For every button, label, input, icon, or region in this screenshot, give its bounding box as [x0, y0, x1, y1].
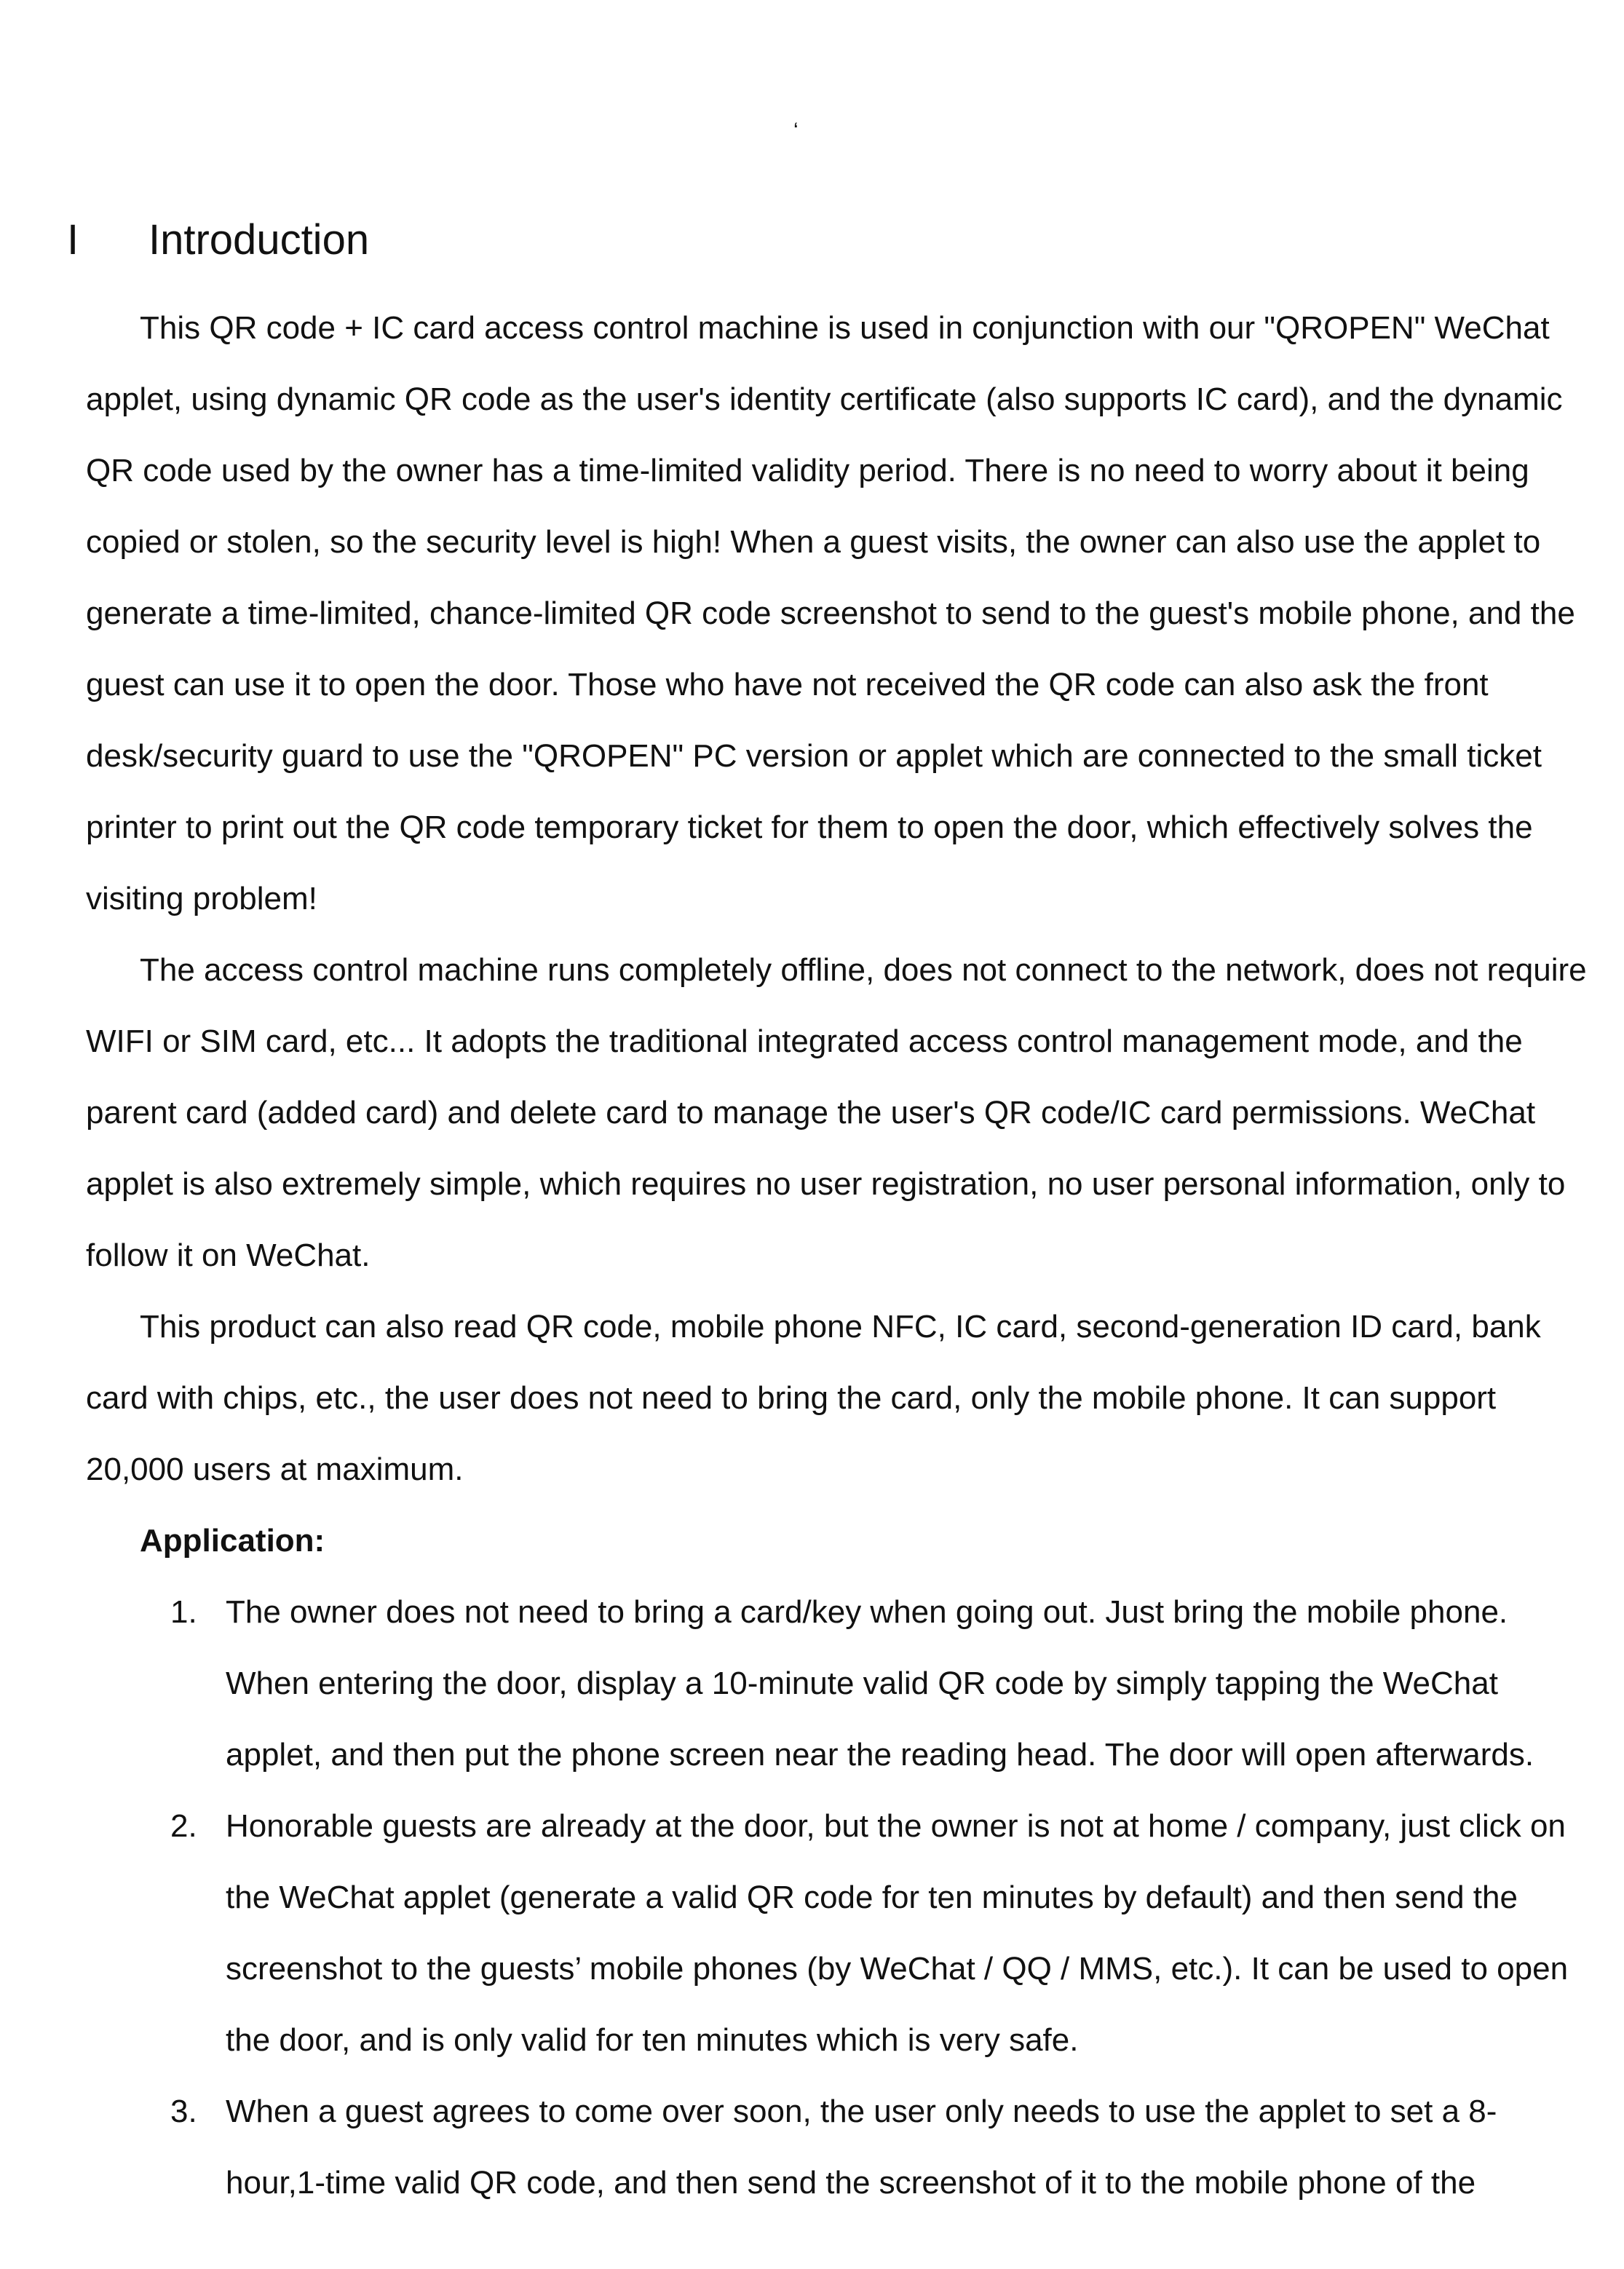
paragraph-capabilities: This product can also read QR code, mobile phone NFC, IC card, second-generation ID card, bank card with chips, etc., the user does not need to bring the card, only the mobile phone. It can support 20,000 users at maximum. [86, 1309, 1541, 1487]
list-item-text: Honorable guests are already at the door, but the owner is not at home / company, just click on the WeChat applet (generate a valid QR code for ten minutes by default) and then send the screenshot to the guests’ mobile phones (by WeChat / QQ / MMS, etc.). It can be used to open the door, and is only valid for ten minutes which is very safe. [226, 1808, 1569, 2058]
paragraph-offline: The access control machine runs completely offline, does not connect to the network, does not require WIFI or SIM card, etc... It adopts the traditional integrated access control management mode, and the parent card (added card) and delete card to manage the user's QR code/IC card permissions. WeChat applet is also extremely simple, which requires no user registration, no user personal information, only to follow it on WeChat. [86, 952, 1587, 1273]
list-item-number: 3. [170, 2094, 197, 2129]
header-mark: ‘ [793, 119, 799, 143]
paragraph-intro: This QR code + IC card access control machine is used in conjunction with our "QROPEN" WeChat applet, using dynamic QR code as the user's identity certificate (also supports IC card), and the dynamic QR code used by the owner has a time-limited validity period. There is no need to worry about it being copied or stolen, so the security level is high! When a guest visits, the owner can also use the applet to generate a time-limited, chance-limited QR code screenshot to send to the guest's mobile phone, and the guest can use it to open the door. Those who have not received the QR code can also ask the front desk/security guard to use the "QROPEN" PC version or applet which are connected to the small ticket printer to print out the QR code temporary ticket for them to open the door, which effectively solves the visiting problem! [86, 310, 1575, 916]
list-item [86, 1577, 1594, 1791]
section-title: Introduction [148, 216, 370, 264]
list-item [86, 2076, 1594, 2219]
application-heading: Application: [140, 1523, 325, 1559]
list-item-text: When a guest agrees to come over soon, the user only needs to use the applet to set a 8-hour,1-time valid QR code, and then send the screenshot of it to the mobile phone of the [226, 2094, 1497, 2201]
list-item-text: The owner does not need to bring a card/key when going out. Just bring the mobile phone. When entering the door, display a 10-minute valid QR code by simply tapping the WeChat applet, and then put the phone screen near the reading head. The door will open afterwards. [226, 1594, 1534, 1773]
body-text [86, 293, 1594, 2219]
application-list [86, 1577, 1594, 2219]
list-item-number: 2. [170, 1808, 197, 1844]
list-item-number: 1. [170, 1594, 197, 1630]
section-number: I [67, 216, 79, 264]
list-item [86, 1791, 1594, 2076]
